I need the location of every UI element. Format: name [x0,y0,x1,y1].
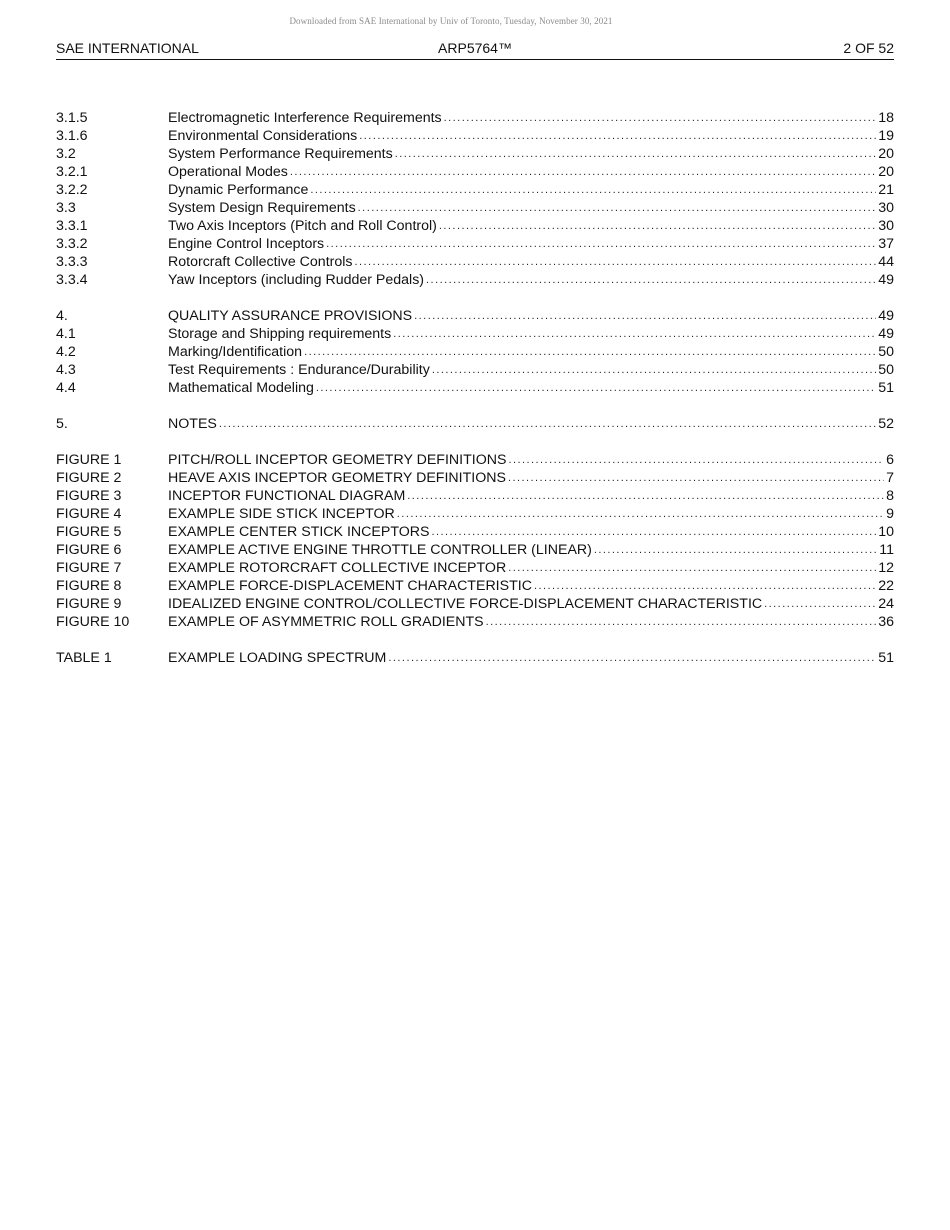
toc-entry-number: FIGURE 3 [56,488,122,504]
toc-dot-leader [326,235,876,254]
toc-entry-page: 36 [878,614,894,630]
download-watermark: Downloaded from SAE International by Univ of Toronto, Tuesday, November 30, 2021 [289,16,613,26]
toc-entry[interactable] [56,451,894,469]
page-header [56,39,894,60]
toc-entry[interactable] [56,235,894,253]
toc-entry-title: Marking/Identification [168,344,303,360]
toc-entry-number: 3.1.5 [56,110,88,126]
toc-entry-body [168,199,894,218]
toc-entry-title: Dynamic Performance [168,182,309,198]
toc-entry-title: IDEALIZED ENGINE CONTROL/COLLECTIVE FORCE-DISPLACEMENT CHARACTERISTIC [168,596,763,612]
toc-entry-number: 3.2 [56,146,76,162]
toc-entry-title: EXAMPLE ACTIVE ENGINE THROTTLE CONTROLLER (LINEAR) [168,542,592,558]
toc-entry-body [168,505,894,524]
toc-entry-title: PITCH/ROLL INCEPTOR GEOMETRY DEFINITIONS [168,452,507,468]
toc-entry[interactable] [56,541,894,559]
toc-entry-number: 3.3.1 [56,218,88,234]
toc-dot-leader [486,613,877,632]
toc-entry-number: 4.3 [56,362,76,378]
toc-entry-page: 37 [878,236,894,252]
toc-entry[interactable] [56,487,894,505]
toc-entry-page: 6 [886,452,894,468]
toc-entry-page: 30 [878,200,894,216]
toc-entry-title: INCEPTOR FUNCTIONAL DIAGRAM [168,488,406,504]
toc-dot-leader [393,325,876,344]
toc-entry-number: FIGURE 1 [56,452,122,468]
toc-entry-page: 24 [878,596,894,612]
toc-dot-leader [426,271,876,290]
toc-entry-title: Environmental Considerations [168,128,358,144]
toc-entry-title: EXAMPLE LOADING SPECTRUM [168,650,387,666]
toc-dot-leader [508,451,884,470]
toc-entry-page: 50 [878,344,894,360]
toc-dot-leader [407,487,884,506]
toc-entry[interactable] [56,559,894,577]
toc-entry-number: 4.2 [56,344,76,360]
toc-dot-leader [290,163,876,182]
toc-dot-leader [316,379,876,398]
toc-entry-page: 12 [878,560,894,576]
toc-entry-number: 3.3 [56,200,76,216]
toc-entry[interactable] [56,505,894,523]
table-of-contents [56,109,894,667]
toc-dot-leader [414,307,876,326]
toc-entry-title: NOTES [168,416,217,432]
toc-entry-page: 10 [878,524,894,540]
toc-entry-body [168,613,894,632]
toc-entry[interactable] [56,127,894,145]
toc-entry-number: FIGURE 2 [56,470,122,486]
toc-entry-title: Yaw Inceptors (including Rudder Pedals) [168,272,425,288]
toc-entry-page: 49 [878,308,894,324]
toc-entry-number: FIGURE 9 [56,596,122,612]
toc-entry-number: 3.1.6 [56,128,88,144]
toc-entry-title: System Design Requirements [168,200,356,216]
toc-entry-page: 7 [886,470,894,486]
toc-entry-page: 52 [878,416,894,432]
toc-entry-body [168,343,894,362]
toc-entry[interactable] [56,253,894,271]
toc-dot-leader [355,253,877,272]
toc-entry-body [168,163,894,182]
toc-entry-title: Test Requirements : Endurance/Durability [168,362,430,378]
toc-entry-number: TABLE 1 [56,650,112,666]
toc-entry[interactable] [56,595,894,613]
toc-entry-body [168,127,894,146]
toc-entry[interactable] [56,199,894,217]
toc-entry-page: 51 [878,650,894,666]
toc-dot-leader [594,541,877,560]
toc-entry[interactable] [56,415,894,433]
toc-entry-page: 44 [878,254,894,270]
toc-entry-page: 21 [878,182,894,198]
toc-dot-leader [219,415,876,434]
toc-dot-leader [358,199,877,218]
toc-entry-title: Rotorcraft Collective Controls [168,254,353,270]
toc-entry-title: Mathematical Modeling [168,380,314,396]
toc-entry[interactable] [56,379,894,397]
toc-entry-title: Electromagnetic Interference Requirements [168,110,442,126]
toc-dot-leader [432,361,876,380]
toc-entry-title: Operational Modes [168,164,288,180]
toc-entry-body [168,523,894,542]
toc-entry-title: EXAMPLE FORCE-DISPLACEMENT CHARACTERISTIC [168,578,532,594]
toc-entry-body [168,181,894,200]
toc-entry-page: 20 [878,146,894,162]
toc-entry[interactable] [56,469,894,487]
toc-entry[interactable] [56,649,894,667]
toc-entry-number: FIGURE 8 [56,578,122,594]
toc-entry-page: 18 [878,110,894,126]
header-page-number: 2 OF 52 [843,40,894,56]
toc-entry[interactable] [56,613,894,631]
toc-entry-body [168,649,894,668]
toc-dot-leader [388,649,876,668]
toc-entry-body [168,325,894,344]
toc-entry[interactable] [56,145,894,163]
toc-entry-page: 49 [878,326,894,342]
toc-dot-leader [444,109,877,128]
toc-entry-number: FIGURE 6 [56,542,122,558]
toc-entry-title: Two Axis Inceptors (Pitch and Roll Control) [168,218,437,234]
toc-entry-body [168,271,894,290]
toc-entry-body [168,595,894,614]
toc-entry[interactable] [56,523,894,541]
toc-entry-number: 4.1 [56,326,76,342]
toc-entry-number: 3.3.3 [56,254,88,270]
toc-entry-page: 8 [886,488,894,504]
toc-entry-number: 4. [56,308,68,324]
toc-entry[interactable] [56,325,894,343]
toc-entry-title: QUALITY ASSURANCE PROVISIONS [168,308,413,324]
toc-entry-body [168,415,894,434]
header-organization: SAE INTERNATIONAL [56,40,199,56]
toc-entry-page: 22 [878,578,894,594]
toc-entry-number: FIGURE 4 [56,506,122,522]
toc-entry[interactable] [56,577,894,595]
toc-entry[interactable] [56,181,894,199]
toc-entry-body [168,235,894,254]
toc-entry-body [168,145,894,164]
toc-entry-body [168,541,894,560]
toc-entry-number: 5. [56,416,68,432]
toc-entry-number: 3.3.4 [56,272,88,288]
toc-entry[interactable] [56,109,894,127]
toc-entry-body [168,577,894,596]
toc-entry[interactable] [56,307,894,325]
toc-dot-leader [508,559,876,578]
toc-entry-body [168,217,894,236]
toc-entry-number: FIGURE 10 [56,614,130,630]
toc-dot-leader [431,523,876,542]
toc-entry-number: 3.3.2 [56,236,88,252]
toc-entry-page: 19 [878,128,894,144]
toc-dot-leader [439,217,876,236]
toc-entry-number: 3.2.2 [56,182,88,198]
toc-entry[interactable] [56,361,894,379]
toc-entry-page: 20 [878,164,894,180]
toc-entry-body [168,487,894,506]
toc-entry-body [168,253,894,272]
toc-entry-title: EXAMPLE OF ASYMMETRIC ROLL GRADIENTS [168,614,484,630]
toc-entry-page: 50 [878,362,894,378]
toc-entry[interactable] [56,217,894,235]
toc-dot-leader [304,343,876,362]
toc-entry-title: EXAMPLE ROTORCRAFT COLLECTIVE INCEPTOR [168,560,507,576]
toc-entry-page: 30 [878,218,894,234]
toc-dot-leader [508,469,884,488]
toc-entry-number: FIGURE 5 [56,524,122,540]
toc-entry-page: 9 [886,506,894,522]
toc-entry-number: 4.4 [56,380,76,396]
toc-entry[interactable] [56,271,894,289]
toc-entry-title: EXAMPLE SIDE STICK INCEPTOR [168,506,395,522]
toc-dot-leader [310,181,876,200]
toc-entry-body [168,307,894,326]
toc-entry-body [168,379,894,398]
toc-entry-body [168,559,894,578]
toc-entry-body [168,451,894,470]
toc-entry-title: Engine Control Inceptors [168,236,325,252]
toc-entry-title: HEAVE AXIS INCEPTOR GEOMETRY DEFINITIONS [168,470,506,486]
header-document-number: ARP5764™ [438,40,512,56]
toc-entry-body [168,361,894,380]
toc-entry-page: 51 [878,380,894,396]
toc-entry-page: 49 [878,272,894,288]
toc-entry-body [168,109,894,128]
toc-dot-leader [397,505,884,524]
toc-entry-title: Storage and Shipping requirements [168,326,392,342]
toc-entry-title: EXAMPLE CENTER STICK INCEPTORS [168,524,430,540]
toc-dot-leader [395,145,876,164]
toc-dot-leader [764,595,876,614]
toc-entry-body [168,469,894,488]
toc-entry-number: 3.2.1 [56,164,88,180]
toc-dot-leader [534,577,876,596]
toc-entry[interactable] [56,343,894,361]
toc-entry[interactable] [56,163,894,181]
toc-entry-title: System Performance Requirements [168,146,393,162]
toc-dot-leader [359,127,876,146]
toc-entry-page: 11 [879,542,894,558]
toc-entry-number: FIGURE 7 [56,560,122,576]
